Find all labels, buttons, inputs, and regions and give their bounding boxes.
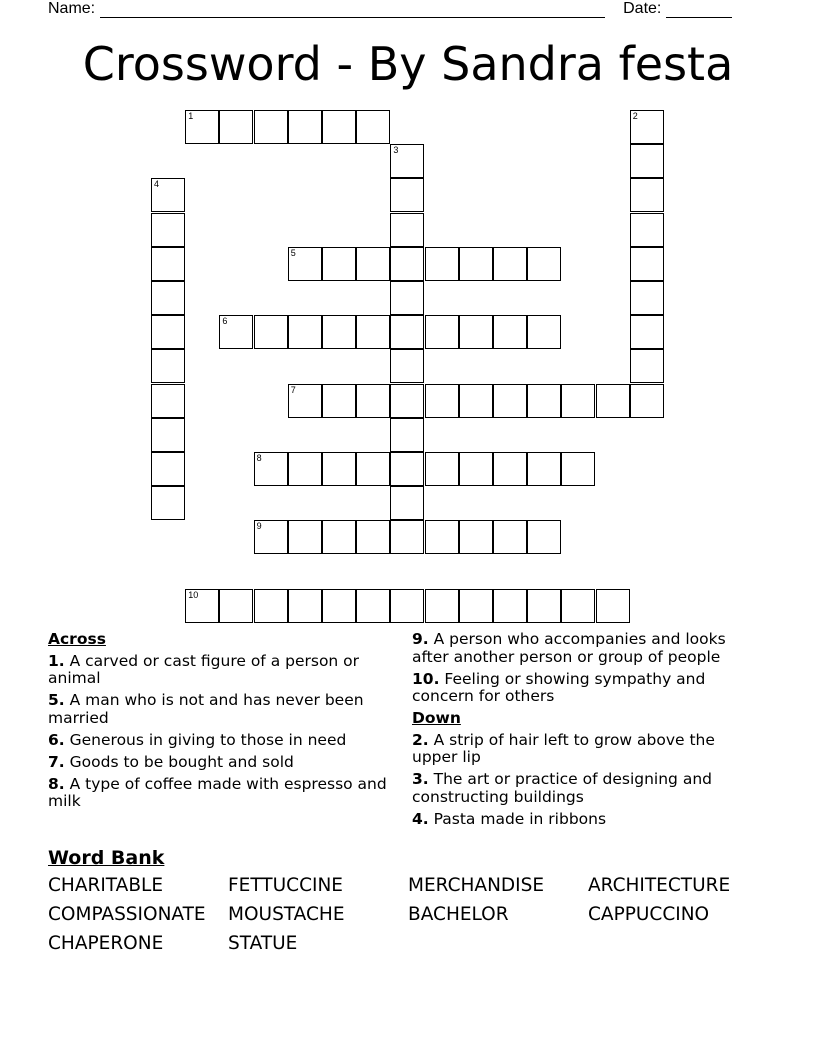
grid-cell[interactable] (219, 315, 253, 349)
grid-cell[interactable] (425, 247, 459, 281)
grid-cell[interactable] (356, 247, 390, 281)
grid-cell[interactable] (527, 384, 561, 418)
clue-text: A carved or cast figure of a person or animal (48, 651, 360, 687)
grid-cell[interactable] (425, 452, 459, 486)
cell-number: 8 (256, 453, 262, 463)
grid-cell[interactable] (390, 520, 424, 554)
word-bank-word: COMPASSIONATE (48, 904, 206, 925)
grid-cell[interactable] (390, 247, 424, 281)
word-bank-word: CHARITABLE (48, 875, 164, 896)
grid-cell[interactable] (356, 520, 390, 554)
down-heading: Down (412, 709, 461, 727)
clue-across-6 (48, 732, 398, 750)
word-bank-word: MERCHANDISE (408, 875, 545, 896)
grid-cell[interactable] (390, 315, 424, 349)
grid-cell[interactable] (288, 520, 322, 554)
grid-cell[interactable] (561, 589, 595, 623)
grid-cell[interactable] (390, 349, 424, 383)
grid-cell[interactable] (390, 213, 424, 247)
grid-cell[interactable] (356, 315, 390, 349)
grid-cell[interactable] (151, 486, 185, 520)
grid-cell[interactable] (390, 452, 424, 486)
grid-cell[interactable] (322, 384, 356, 418)
word-bank-word: FETTUCCINE (228, 875, 343, 896)
clue-text: Pasta made in ribbons (433, 809, 607, 828)
cell-number: 1 (188, 111, 194, 121)
grid-cell[interactable] (493, 247, 527, 281)
clue-number: 10. (412, 669, 440, 688)
clue-text: Feeling or showing sympathy and concern for others (412, 669, 706, 705)
grid-cell[interactable] (151, 247, 185, 281)
clues-left-column (48, 631, 398, 815)
grid-cell[interactable] (459, 384, 493, 418)
grid-cell[interactable] (630, 110, 664, 144)
grid-cell[interactable] (151, 315, 185, 349)
clue-text: A strip of hair left to grow above the upper lip (412, 730, 715, 766)
grid-cell[interactable] (493, 452, 527, 486)
word-bank-list (48, 874, 788, 955)
grid-cell[interactable] (630, 315, 664, 349)
grid-cell[interactable] (254, 110, 288, 144)
grid-cell[interactable] (390, 178, 424, 212)
grid-cell[interactable] (151, 178, 185, 212)
grid-cell[interactable] (151, 281, 185, 315)
grid-cell[interactable] (185, 110, 219, 144)
word-bank-word: CAPPUCCINO (588, 904, 710, 925)
grid-cell[interactable] (288, 110, 322, 144)
grid-cell[interactable] (219, 110, 253, 144)
clue-number: 3. (412, 770, 429, 788)
grid-cell[interactable] (288, 384, 322, 418)
clue-number: 9. (412, 630, 429, 648)
cell-number: 3 (393, 145, 399, 156)
clue-down-3 (412, 771, 762, 806)
clue-across-8 (48, 776, 398, 811)
grid-cell[interactable] (288, 589, 322, 623)
grid-cell[interactable] (459, 520, 493, 554)
grid-cell[interactable] (322, 315, 356, 349)
clue-number: 2. (412, 730, 429, 749)
date-label: Date: (623, 0, 662, 17)
grid-cell[interactable] (561, 452, 595, 486)
clue-number: 6. (48, 730, 65, 749)
grid-cell[interactable] (288, 452, 322, 486)
clue-down-2 (412, 732, 762, 767)
cell-number: 5 (290, 247, 296, 258)
clue-text: Goods to be bought and sold (69, 752, 294, 771)
cell-number: 6 (222, 316, 228, 327)
grid-cell[interactable] (459, 452, 493, 486)
clue-number: 5. (48, 691, 65, 709)
cell-number: 10 (188, 589, 199, 600)
grid-cell[interactable] (356, 452, 390, 486)
cell-number: 2 (632, 111, 638, 121)
grid-cell[interactable] (527, 589, 561, 623)
cell-number: 9 (256, 521, 262, 532)
grid-cell[interactable] (151, 384, 185, 418)
word-bank (48, 846, 788, 955)
clue-text: A type of coffee made with espresso and milk (48, 774, 387, 810)
clue-text: A person who accompanies and looks after another person or group of people (412, 630, 726, 666)
grid-cell[interactable] (151, 349, 185, 383)
grid-cell[interactable] (254, 452, 288, 486)
grid-cell[interactable] (561, 384, 595, 418)
grid-cell[interactable] (356, 384, 390, 418)
grid-cell[interactable] (390, 281, 424, 315)
grid-cell[interactable] (630, 178, 664, 212)
grid-cell[interactable] (151, 452, 185, 486)
word-bank-word: STATUE (228, 933, 298, 954)
grid-cell[interactable] (425, 315, 459, 349)
grid-cell[interactable] (630, 281, 664, 315)
grid-cell[interactable] (596, 589, 630, 623)
cell-number: 4 (154, 179, 160, 190)
grid-cell[interactable] (322, 589, 356, 623)
grid-cell[interactable] (356, 110, 390, 144)
word-bank-word: MOUSTACHE (228, 904, 345, 925)
grid-cell[interactable] (390, 418, 424, 452)
grid-cell[interactable] (322, 247, 356, 281)
grid-cell[interactable] (630, 144, 664, 178)
grid-cell[interactable] (493, 520, 527, 554)
grid-cell[interactable] (322, 520, 356, 554)
grid-cell[interactable] (493, 384, 527, 418)
clue-across-7 (48, 754, 398, 772)
grid-cell[interactable] (425, 384, 459, 418)
grid-cell[interactable] (630, 349, 664, 383)
grid-cell[interactable] (254, 315, 288, 349)
clue-number: 1. (48, 651, 65, 670)
grid-cell[interactable] (527, 315, 561, 349)
grid-cell[interactable] (493, 589, 527, 623)
word-bank-word: CHAPERONE (48, 933, 164, 954)
name-label: Name: (48, 0, 96, 17)
grid-cell[interactable] (322, 110, 356, 144)
grid-cell[interactable] (493, 315, 527, 349)
grid-cell[interactable] (527, 520, 561, 554)
grid-cell[interactable] (288, 315, 322, 349)
grid-cell[interactable] (390, 384, 424, 418)
grid-cell[interactable] (459, 589, 493, 623)
grid-cell[interactable] (390, 144, 424, 178)
clue-number: 4. (412, 809, 429, 828)
grid-cell[interactable] (630, 384, 664, 418)
grid-cell[interactable] (288, 247, 322, 281)
grid-cell[interactable] (425, 589, 459, 623)
grid-cell[interactable] (459, 315, 493, 349)
word-bank-word: BACHELOR (408, 904, 509, 925)
clue-across-9 (412, 631, 762, 666)
clue-across-5 (48, 692, 398, 727)
cell-number: 7 (290, 384, 296, 395)
clue-down-4 (412, 811, 762, 829)
clues-right-column (412, 631, 762, 833)
grid-cell[interactable] (630, 247, 664, 281)
grid-cell[interactable] (322, 452, 356, 486)
grid-cell[interactable] (390, 486, 424, 520)
grid-cell[interactable] (527, 247, 561, 281)
word-bank-title: Word Bank (48, 847, 165, 869)
grid-cell[interactable] (356, 589, 390, 623)
grid-cell[interactable] (425, 520, 459, 554)
grid-cell[interactable] (596, 384, 630, 418)
word-bank-word: ARCHITECTURE (588, 875, 731, 896)
clue-number: 7. (48, 752, 65, 771)
grid-cell[interactable] (459, 247, 493, 281)
grid-cell[interactable] (219, 589, 253, 623)
clue-number: 8. (48, 774, 65, 793)
grid-cell[interactable] (185, 589, 219, 623)
clue-text: The art or practice of designing and constructing buildings (412, 770, 712, 806)
clue-across-1 (48, 653, 398, 688)
grid-cell[interactable] (254, 520, 288, 554)
clue-across-10 (412, 671, 762, 706)
page-title: Crossword - By Sandra festa (82, 37, 734, 91)
clue-text: Generous in giving to those in need (69, 730, 347, 749)
grid-cell[interactable] (390, 589, 424, 623)
grid-cell[interactable] (151, 213, 185, 247)
grid-cell[interactable] (527, 452, 561, 486)
across-heading: Across (48, 630, 106, 648)
grid-cell[interactable] (630, 213, 664, 247)
grid-cell[interactable] (254, 589, 288, 623)
grid-cell[interactable] (151, 418, 185, 452)
clue-text: A man who is not and has never been married (48, 691, 364, 727)
